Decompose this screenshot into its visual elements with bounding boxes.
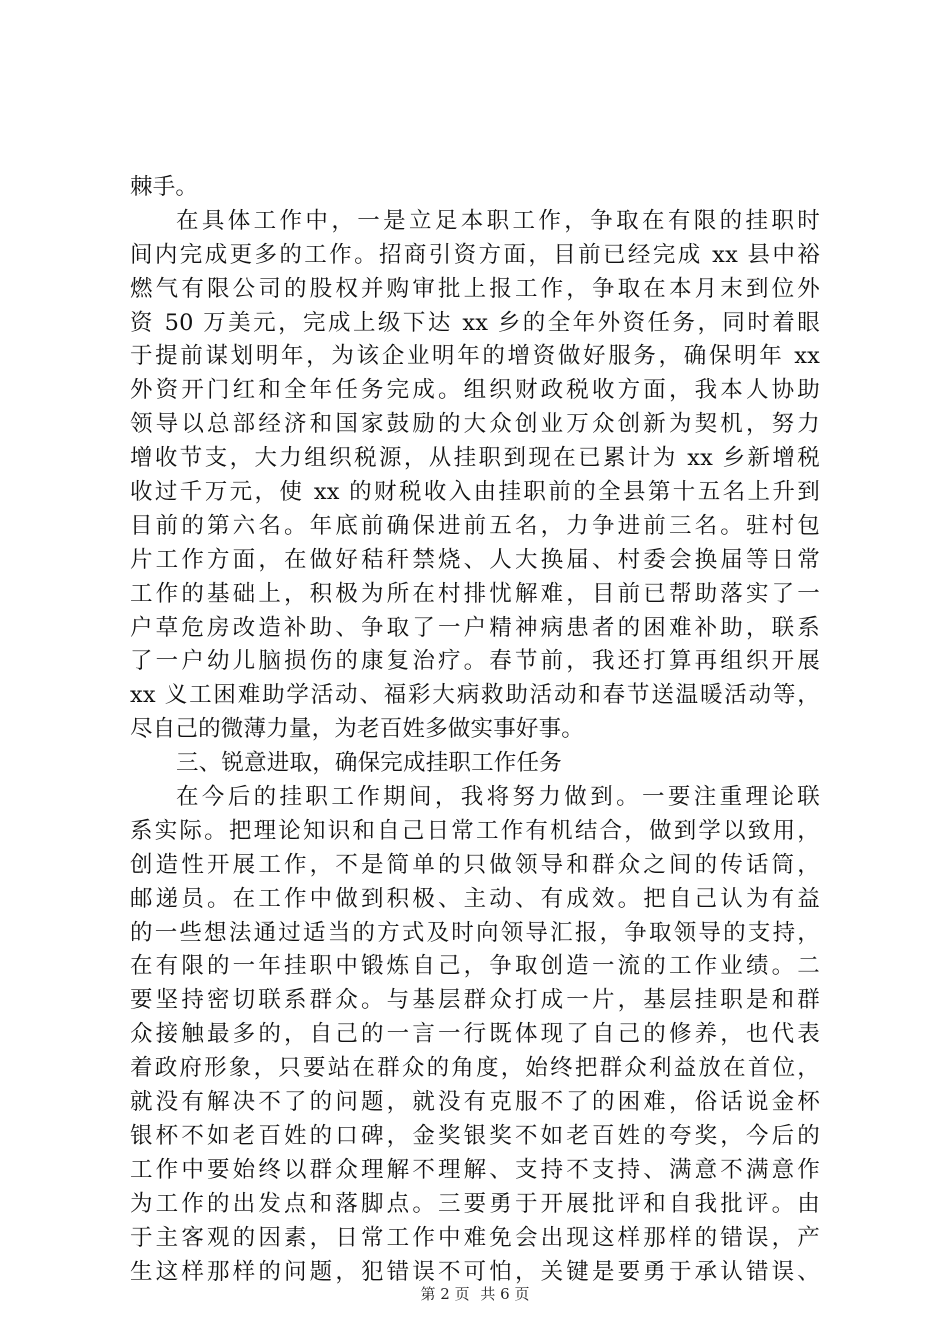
text-line: 银杯不如老百姓的口碑，金奖银奖不如老百姓的夸奖，今后的 <box>130 1122 820 1149</box>
text-line: 领导以总部经济和国家鼓励的大众创业万众创新为契机，努力 <box>130 411 820 438</box>
text-line: 尽自己的微薄力量，为老百姓多做实事好事。 <box>130 716 585 743</box>
text-line: 就没有解决不了的问题，就没有克服不了的困难，俗话说金杯 <box>130 1089 820 1116</box>
text-line: 在具体工作中，一是立足本职工作，争取在有限的挂职时 <box>176 207 820 234</box>
text-line: 间内完成更多的工作。招商引资方面，目前已经完成 xx 县中裕 <box>130 241 820 268</box>
text-line: 创造性开展工作，不是简单的只做领导和群众之间的传话筒， <box>130 851 820 878</box>
text-line: 增收节支，大力组织税源，从挂职到现在已累计为 xx 乡新增税 <box>130 445 820 472</box>
text-line: 户草危房改造补助、争取了一户精神病患者的困难补助，联系 <box>130 614 820 641</box>
page-number: 第 2 页 <box>420 1285 470 1303</box>
text-line: 资 50 万美元，完成上级下达 xx 乡的全年外资任务，同时着眼 <box>130 309 820 336</box>
text-line: 片工作方面，在做好秸秆禁烧、人大换届、村委会换届等日常 <box>130 546 820 573</box>
page-footer <box>0 1283 950 1304</box>
text-line: 要坚持密切联系群众。与基层群众打成一片，基层挂职是和群 <box>130 987 820 1014</box>
text-line: 邮递员。在工作中做到积极、主动、有成效。把自己认为有益 <box>130 885 820 912</box>
text-line: 了一户幼儿脑损伤的康复治疗。春节前，我还打算再组织开展 <box>130 648 820 675</box>
text-line: 众接触最多的，自己的一言一行既体现了自己的修养，也代表 <box>130 1021 820 1048</box>
page-total: 共 6 页 <box>480 1285 530 1303</box>
text-line: 收过千万元，使 xx 的财税收入由挂职前的全县第十五名上升到 <box>130 479 820 506</box>
text-line: xx 义工困难助学活动、福彩大病救助活动和春节送温暖活动等， <box>130 682 820 709</box>
text-line: 棘手。 <box>130 174 199 200</box>
text-line: 于主客观的因素，日常工作中难免会出现这样那样的错误，产 <box>130 1224 820 1251</box>
text-line: 目前的第六名。年底前确保进前五名，力争进前三名。驻村包 <box>130 512 820 539</box>
section-heading: 三、锐意进取，确保完成挂职工作任务 <box>176 750 562 777</box>
text-line: 于提前谋划明年，为该企业明年的增资做好服务，确保明年 xx <box>130 343 820 370</box>
text-line: 系实际。把理论知识和自己日常工作有机结合，做到学以致用， <box>130 817 820 844</box>
text-line: 燃气有限公司的股权并购审批上报工作，争取在本月末到位外 <box>130 275 820 302</box>
text-line: 着政府形象，只要站在群众的角度，始终把群众利益放在首位， <box>130 1055 820 1082</box>
text-line: 在今后的挂职工作期间，我将努力做到。一要注重理论联 <box>176 784 820 811</box>
text-line: 工作中要始终以群众理解不理解、支持不支持、满意不满意作 <box>130 1156 820 1183</box>
text-line: 工作的基础上，积极为所在村排忧解难，目前已帮助落实了一 <box>130 580 820 607</box>
text-line: 的一些想法通过适当的方式及时向领导汇报，争取领导的支持， <box>130 919 820 946</box>
text-line: 在有限的一年挂职中锻炼自己，争取创造一流的工作业绩。二 <box>130 953 820 980</box>
text-line: 为工作的出发点和落脚点。三要勇于开展批评和自我批评。由 <box>130 1190 820 1217</box>
text-line: 外资开门红和全年任务完成。组织财政税收方面，我本人协助 <box>130 377 820 404</box>
text-line: 生这样那样的问题，犯错误不可怕，关键是要勇于承认错误、 <box>130 1258 820 1285</box>
document-body <box>130 171 820 1289</box>
